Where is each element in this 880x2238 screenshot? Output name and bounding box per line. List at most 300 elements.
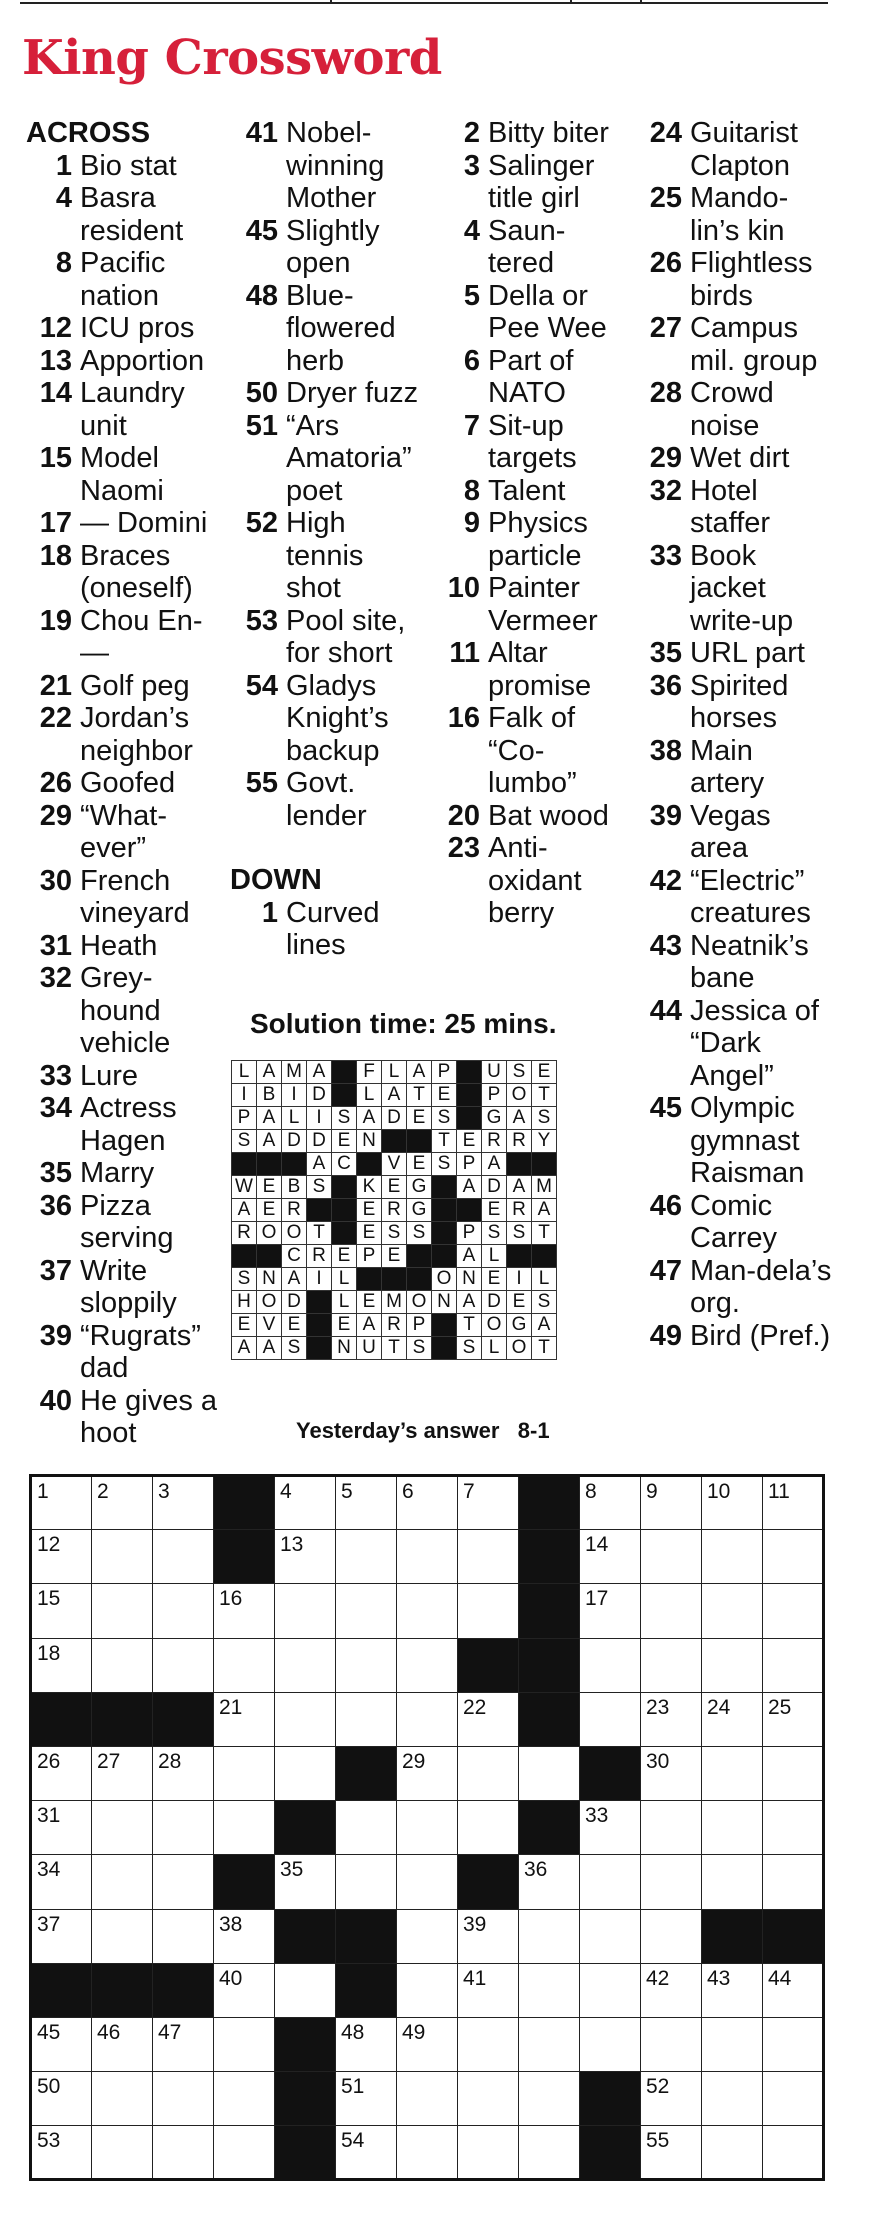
grid-cell[interactable] (580, 1909, 641, 1963)
clue-number: 8 (463, 474, 480, 507)
grid-cell[interactable] (153, 1801, 214, 1855)
clue-number: 2 (463, 117, 480, 149)
clue-text: “Ars Amatoria” poet (286, 409, 412, 507)
clue-text: Bitty biter (488, 117, 609, 149)
grid-cell[interactable] (336, 2072, 397, 2126)
answer-letter: H (232, 1291, 257, 1314)
grid-cell[interactable] (641, 1638, 702, 1692)
black-square (275, 1801, 336, 1855)
clue-number: 11 (449, 637, 480, 669)
grid-cell[interactable] (397, 1855, 458, 1909)
grid-cell[interactable] (214, 2017, 275, 2071)
grid-cell[interactable] (458, 1530, 519, 1584)
grid-row (31, 1638, 824, 1692)
grid-cell[interactable] (336, 2017, 397, 2071)
grid-cell[interactable] (214, 1963, 275, 2017)
answer-letter: L (282, 1107, 307, 1130)
answer-row (232, 1199, 557, 1222)
grid-cell[interactable] (641, 1801, 702, 1855)
answer-letter: E (407, 1153, 432, 1176)
grid-cell[interactable] (31, 2126, 92, 2180)
black-square (580, 1746, 641, 1800)
answer-letter: A (457, 1291, 482, 1314)
grid-cell[interactable] (92, 1584, 153, 1638)
clue-item (432, 832, 622, 930)
clue-item (230, 670, 420, 768)
answer-letter: R (507, 1199, 532, 1222)
clue-text: Campus mil. group (690, 312, 818, 377)
clue-number: 36 (39, 1189, 72, 1222)
answer-letter: E (257, 1199, 282, 1222)
grid-cell[interactable] (397, 2017, 458, 2071)
grid-cell[interactable] (31, 2017, 92, 2071)
answer-letter: T (307, 1222, 332, 1245)
grid-cell[interactable] (275, 1530, 336, 1584)
clue-item (26, 312, 226, 345)
cell-number: 53 (37, 2129, 61, 2153)
grid-cell[interactable] (580, 1530, 641, 1584)
black-square (307, 1314, 332, 1337)
clue-text: Curved lines (286, 896, 380, 961)
grid-cell[interactable] (92, 1746, 153, 1800)
grid-cell[interactable] (92, 1855, 153, 1909)
clue-number: 35 (649, 637, 682, 669)
cell-number: 26 (37, 1749, 61, 1773)
grid-cell[interactable] (702, 1963, 763, 2017)
grid-cell[interactable] (641, 2126, 702, 2180)
answer-letter: S (232, 1268, 257, 1291)
answer-letter: S (532, 1107, 557, 1130)
grid-cell[interactable] (458, 1801, 519, 1855)
black-square (407, 1245, 432, 1268)
grid-cell[interactable] (153, 2017, 214, 2071)
cell-number: 7 (463, 1480, 475, 1503)
grid-cell[interactable] (702, 1530, 763, 1584)
black-square (357, 1153, 382, 1176)
grid-cell[interactable] (580, 1476, 641, 1530)
clue-item (634, 865, 834, 930)
clue-text: Vegas area (690, 799, 771, 864)
clue-text: Model Naomi (80, 442, 164, 507)
clue-text: Man-dela’s org. (690, 1254, 832, 1319)
grid-cell[interactable] (92, 1909, 153, 1963)
answer-letter: E (532, 1061, 557, 1084)
grid-cell[interactable] (153, 1476, 214, 1530)
grid-cell[interactable] (763, 2017, 824, 2071)
clue-item (432, 345, 622, 410)
clue-text: Talent (488, 474, 566, 507)
black-square (432, 1176, 457, 1199)
grid-cell[interactable] (702, 2017, 763, 2071)
grid-cell[interactable] (641, 2072, 702, 2126)
grid-cell[interactable] (702, 1855, 763, 1909)
top-border (20, 0, 828, 4)
cell-number: 37 (37, 1912, 61, 1936)
answer-letter: O (257, 1291, 282, 1314)
answer-letter: M (532, 1176, 557, 1199)
grid-cell[interactable] (214, 1692, 275, 1746)
clue-item (634, 475, 834, 540)
answer-row (232, 1176, 557, 1199)
clue-text: Gladys Knight’s backup (286, 669, 389, 767)
grid-cell[interactable] (336, 1476, 397, 1530)
grid-cell[interactable] (580, 1801, 641, 1855)
answer-letter: A (257, 1107, 282, 1130)
clue-item (26, 605, 226, 670)
grid-cell[interactable] (702, 2126, 763, 2180)
grid-cell[interactable] (641, 1855, 702, 1909)
clue-text: Grey-hound vehicle (80, 962, 171, 1059)
crossword-grid[interactable] (29, 1474, 825, 2181)
grid-cell[interactable] (214, 2072, 275, 2126)
grid-cell[interactable] (31, 1476, 92, 1530)
grid-cell[interactable] (763, 1801, 824, 1855)
grid-cell[interactable] (336, 1801, 397, 1855)
grid-cell[interactable] (92, 2017, 153, 2071)
answer-letter: T (432, 1130, 457, 1153)
grid-cell[interactable] (580, 2017, 641, 2071)
grid-cell[interactable] (702, 2072, 763, 2126)
clue-item (26, 670, 226, 703)
clue-item (26, 1385, 226, 1450)
cell-number: 38 (219, 1912, 243, 1936)
clue-number: 5 (463, 279, 480, 312)
black-square (382, 1268, 407, 1291)
answer-letter: Y (532, 1130, 557, 1153)
black-square (458, 1638, 519, 1692)
grid-cell[interactable] (458, 2017, 519, 2071)
clue-number: 14 (39, 377, 72, 409)
answer-letter: E (382, 1245, 407, 1268)
grid-cell[interactable] (580, 1692, 641, 1746)
clue-item (432, 637, 622, 702)
clue-number: 4 (463, 214, 480, 247)
grid-cell[interactable] (458, 1476, 519, 1530)
grid-cell[interactable] (336, 1530, 397, 1584)
clue-number: 34 (39, 1092, 72, 1124)
answer-row (232, 1107, 557, 1130)
answer-letter: A (457, 1245, 482, 1268)
cell-number: 6 (402, 1480, 414, 1503)
grid-cell[interactable] (214, 1801, 275, 1855)
answer-letter: R (232, 1222, 257, 1245)
black-square (457, 1199, 482, 1222)
grid-cell[interactable] (458, 2126, 519, 2180)
black-square (336, 1963, 397, 2017)
answer-letter: W (232, 1176, 257, 1199)
black-square (31, 1692, 92, 1746)
grid-cell[interactable] (397, 1801, 458, 1855)
clue-number: 21 (39, 669, 72, 702)
answer-letter: S (482, 1222, 507, 1245)
clue-item (634, 735, 834, 800)
grid-cell[interactable] (519, 1909, 580, 1963)
grid-cell[interactable] (275, 1584, 336, 1638)
grid-cell[interactable] (275, 1746, 336, 1800)
grid-cell[interactable] (31, 1801, 92, 1855)
clue-item (26, 1190, 226, 1255)
grid-cell[interactable] (641, 1909, 702, 1963)
grid-cell[interactable] (763, 1476, 824, 1530)
grid-cell[interactable] (153, 2126, 214, 2180)
grid-cell[interactable] (458, 2072, 519, 2126)
clue-text: Slightly open (286, 214, 380, 279)
grid-cell[interactable] (763, 2126, 824, 2180)
clue-item (26, 1255, 226, 1320)
answer-letter: O (482, 1314, 507, 1337)
grid-cell[interactable] (702, 1638, 763, 1692)
clue-column-3 (432, 117, 622, 930)
grid-cell[interactable] (763, 1530, 824, 1584)
black-square (214, 1530, 275, 1584)
grid-cell[interactable] (153, 1638, 214, 1692)
answer-row (232, 1314, 557, 1337)
grid-cell[interactable] (702, 1692, 763, 1746)
clue-number: 1 (261, 896, 278, 929)
grid-cell[interactable] (702, 1584, 763, 1638)
black-square (336, 1746, 397, 1800)
clue-item (634, 800, 834, 865)
answer-letter: P (357, 1245, 382, 1268)
black-square (332, 1061, 357, 1084)
grid-cell[interactable] (458, 1584, 519, 1638)
grid-cell[interactable] (153, 1530, 214, 1584)
clue-text: Bird (Pref.) (690, 1319, 831, 1352)
grid-cell[interactable] (275, 1963, 336, 2017)
grid-cell[interactable] (763, 2072, 824, 2126)
grid-cell[interactable] (458, 1909, 519, 1963)
answer-letter: A (232, 1337, 257, 1360)
clue-item (634, 995, 834, 1093)
grid-cell[interactable] (763, 1963, 824, 2017)
grid-cell[interactable] (519, 1963, 580, 2017)
grid-cell[interactable] (397, 1476, 458, 1530)
clue-number: 43 (649, 929, 682, 962)
clue-number: 10 (447, 572, 480, 604)
answer-letter: P (457, 1153, 482, 1176)
answer-letter: E (257, 1176, 282, 1199)
grid-cell[interactable] (397, 1746, 458, 1800)
cell-number: 46 (97, 2020, 121, 2044)
black-square (532, 1153, 557, 1176)
black-square (507, 1153, 532, 1176)
clue-item (26, 702, 226, 767)
grid-cell[interactable] (763, 1638, 824, 1692)
grid-row (31, 2072, 824, 2126)
clue-text: Comic Carrey (690, 1189, 778, 1254)
grid-cell[interactable] (641, 1692, 702, 1746)
grid-cell[interactable] (641, 1584, 702, 1638)
answer-letter: E (357, 1291, 382, 1314)
clue-item (230, 215, 420, 280)
answer-letter: S (432, 1107, 457, 1130)
grid-cell[interactable] (336, 2126, 397, 2180)
grid-cell[interactable] (336, 1638, 397, 1692)
grid-cell[interactable] (397, 2126, 458, 2180)
grid-cell[interactable] (458, 1692, 519, 1746)
grid-cell[interactable] (397, 1963, 458, 2017)
clue-number: 29 (649, 442, 682, 474)
answer-letter: T (532, 1337, 557, 1360)
grid-cell[interactable] (580, 1963, 641, 2017)
grid-cell[interactable] (458, 1963, 519, 2017)
grid-cell[interactable] (763, 1855, 824, 1909)
grid-cell[interactable] (153, 2072, 214, 2126)
answer-letter: A (282, 1268, 307, 1291)
grid-cell[interactable] (153, 1909, 214, 1963)
answer-letter: A (507, 1176, 532, 1199)
grid-cell[interactable] (397, 1638, 458, 1692)
grid-cell[interactable] (275, 1855, 336, 1909)
grid-cell[interactable] (275, 1638, 336, 1692)
grid-cell[interactable] (31, 1530, 92, 1584)
clue-text: Nobel-winning Mother (286, 117, 385, 214)
grid-cell[interactable] (763, 1692, 824, 1746)
grid-cell[interactable] (153, 1584, 214, 1638)
answer-letter: D (307, 1084, 332, 1107)
clue-number: 55 (245, 767, 278, 799)
answer-letter: O (507, 1084, 532, 1107)
grid-cell[interactable] (580, 1584, 641, 1638)
grid-cell[interactable] (580, 1638, 641, 1692)
clue-text: Anti-oxidant berry (488, 832, 582, 929)
grid-cell[interactable] (92, 1530, 153, 1584)
answer-letter: V (382, 1153, 407, 1176)
grid-cell[interactable] (31, 1909, 92, 1963)
grid-cell[interactable] (153, 1746, 214, 1800)
answer-letter: I (232, 1084, 257, 1107)
grid-cell[interactable] (31, 1746, 92, 1800)
grid-cell[interactable] (336, 1692, 397, 1746)
answer-letter: E (332, 1314, 357, 1337)
grid-cell[interactable] (641, 1530, 702, 1584)
clue-number: 46 (649, 1189, 682, 1222)
cell-number: 34 (37, 1858, 61, 1882)
grid-cell[interactable] (214, 1909, 275, 1963)
clue-item (230, 605, 420, 670)
answer-letter: L (332, 1268, 357, 1291)
grid-cell[interactable] (153, 1855, 214, 1909)
grid-cell[interactable] (763, 1746, 824, 1800)
black-square (275, 1909, 336, 1963)
grid-cell[interactable] (214, 1584, 275, 1638)
grid-cell[interactable] (397, 1584, 458, 1638)
black-square (31, 1963, 92, 2017)
grid-cell[interactable] (641, 1746, 702, 1800)
grid-cell[interactable] (763, 1584, 824, 1638)
grid-cell[interactable] (336, 1855, 397, 1909)
clue-item (230, 507, 420, 605)
answer-letter: D (482, 1291, 507, 1314)
black-square (580, 2126, 641, 2180)
clue-item (634, 540, 834, 638)
grid-cell[interactable] (641, 2017, 702, 2071)
clue-text: Golf peg (80, 669, 190, 702)
grid-cell[interactable] (397, 1692, 458, 1746)
black-square (519, 1692, 580, 1746)
grid-cell[interactable] (275, 1476, 336, 1530)
black-square (282, 1153, 307, 1176)
answer-letter: E (382, 1176, 407, 1199)
cell-number: 40 (219, 1966, 243, 1990)
grid-cell[interactable] (92, 2072, 153, 2126)
grid-cell[interactable] (641, 1476, 702, 1530)
grid-cell[interactable] (397, 1530, 458, 1584)
answer-letter: S (407, 1222, 432, 1245)
grid-cell[interactable] (92, 1801, 153, 1855)
clue-text: Laundry unit (80, 377, 185, 442)
answer-letter: S (507, 1222, 532, 1245)
grid-cell[interactable] (702, 1476, 763, 1530)
answer-letter: U (357, 1337, 382, 1360)
grid-cell[interactable] (92, 2126, 153, 2180)
grid-cell[interactable] (92, 1638, 153, 1692)
grid-cell[interactable] (519, 1855, 580, 1909)
grid-cell[interactable] (31, 1855, 92, 1909)
clue-text: Actress Hagen (80, 1092, 177, 1157)
clue-number: 32 (649, 474, 682, 507)
yesterday-answer-caption (296, 1418, 550, 1444)
grid-cell[interactable] (31, 2072, 92, 2126)
grid-cell[interactable] (397, 2072, 458, 2126)
grid-row (31, 1963, 824, 2017)
answer-letter: O (257, 1222, 282, 1245)
grid-cell[interactable] (214, 2126, 275, 2180)
cell-number: 4 (280, 1480, 292, 1503)
grid-cell[interactable] (519, 1746, 580, 1800)
clue-number: 26 (649, 247, 682, 279)
grid-cell[interactable] (580, 1855, 641, 1909)
clue-number: 39 (39, 1319, 72, 1352)
clue-item (432, 507, 622, 572)
clue-text: Main artery (690, 734, 765, 799)
answer-letter: L (482, 1337, 507, 1360)
answer-letter: S (432, 1153, 457, 1176)
grid-cell[interactable] (519, 2072, 580, 2126)
clue-text: “What-ever” (80, 799, 167, 864)
grid-cell[interactable] (31, 1584, 92, 1638)
answer-letter: G (482, 1107, 507, 1130)
black-square (332, 1084, 357, 1107)
grid-cell[interactable] (458, 1746, 519, 1800)
grid-cell[interactable] (702, 1746, 763, 1800)
grid-cell[interactable] (31, 1638, 92, 1692)
cell-number: 8 (585, 1480, 597, 1503)
answer-letter: S (307, 1176, 332, 1199)
grid-cell[interactable] (275, 1692, 336, 1746)
black-square (457, 1107, 482, 1130)
clue-text: Apportion (80, 344, 205, 377)
grid-cell[interactable] (92, 1476, 153, 1530)
clue-column-4 (634, 117, 834, 1352)
grid-cell[interactable] (397, 1909, 458, 1963)
answer-letter: K (357, 1176, 382, 1199)
black-square (432, 1314, 457, 1337)
grid-cell[interactable] (519, 2017, 580, 2071)
clue-item (432, 475, 622, 508)
clue-item (432, 800, 622, 833)
grid-cell[interactable] (214, 1746, 275, 1800)
clue-text: Salinger title girl (488, 149, 595, 214)
clue-number: 1 (55, 149, 72, 182)
grid-cell[interactable] (336, 1584, 397, 1638)
grid-cell[interactable] (214, 1638, 275, 1692)
black-square (458, 1855, 519, 1909)
grid-cell[interactable] (702, 1801, 763, 1855)
grid-cell[interactable] (641, 1963, 702, 2017)
grid-cell[interactable] (519, 2126, 580, 2180)
cell-number: 55 (646, 2129, 670, 2153)
